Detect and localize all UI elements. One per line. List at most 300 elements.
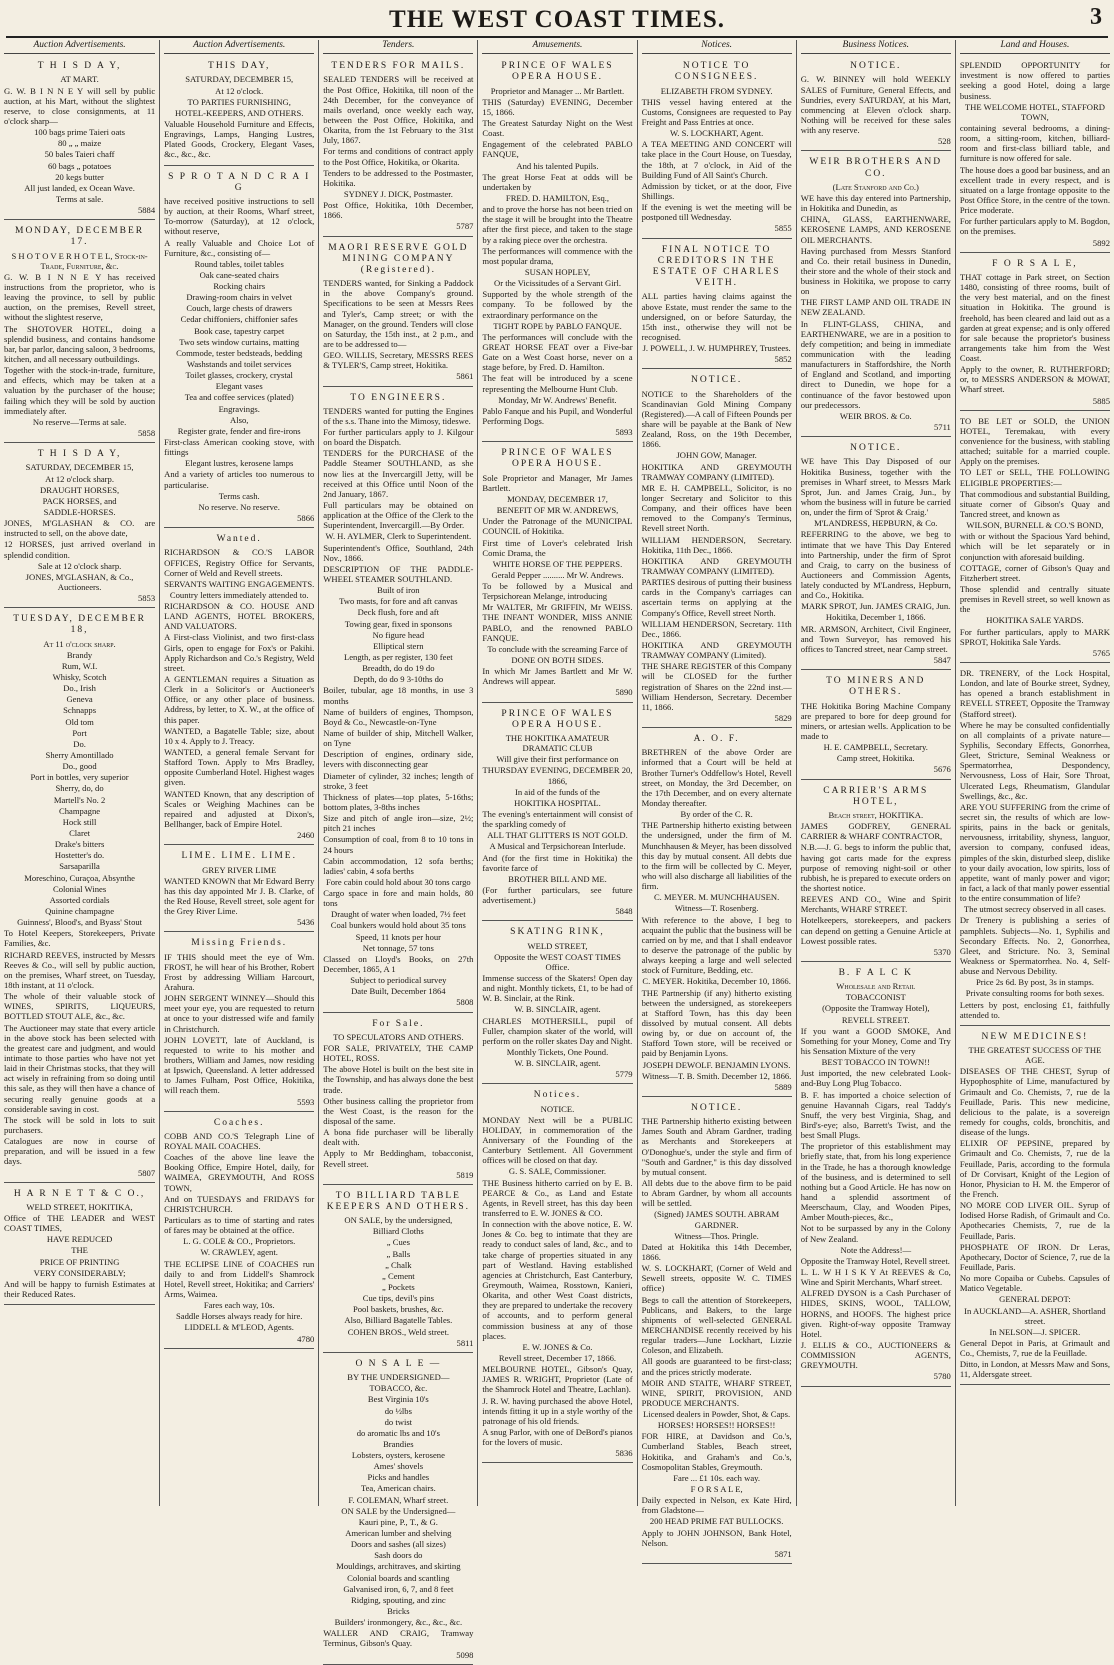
- ad-line: Price 2s 6d. By post, 3s in stamps.: [975, 977, 1094, 988]
- ad-line: Register grate, fender and fire-irons: [177, 425, 301, 436]
- ad-line: Elegant vases: [215, 381, 263, 392]
- ad-line: The above Hotel is built on the best site in the Township, and has always done the best trade.: [323, 1064, 474, 1095]
- ad-line: The whole of their valuable stock of WINES, SPIRITS, LIQUEURS, BOTTLED STOUT ALE, &c., &c.: [4, 991, 156, 1022]
- advertisement: [801, 782, 951, 962]
- ad-line: CHARLES MOTHERSILL, pupil of Fuller, champion skater of the world, will perform on the roller skates Day and Night.: [482, 1015, 633, 1046]
- ad-line: Brandies: [383, 1438, 414, 1449]
- advertisement: [801, 672, 951, 779]
- ad-line: VERY CONSIDERABLY;: [33, 1267, 126, 1278]
- ad-line: Mr WALTER, Mr GRIFFIN, Mr WEISS. THE INFANT WONDER, MISS ANNIE PABLO, and the renowned PABLO FANQUE.: [482, 602, 633, 643]
- ad-line: FRED. D. HAMILTON, Esq.,: [505, 193, 610, 204]
- ad-line: All goods are guaranteed to be first-class; and the prices strictly moderate.: [641, 1356, 792, 1377]
- ad-line: The house does a good bar business, and an excellent trade in every respect, and is situated on a large frontage opposite to the Post Office Store, in the centre of the town. Price moderate.: [959, 164, 1110, 216]
- ad-line: Sarsaparilla: [59, 861, 100, 872]
- ad-line: TO PARTIES FURNISHING,: [187, 96, 291, 107]
- ad-line: MONDAY, DECEMBER 17,: [507, 493, 608, 504]
- ad-line: Just imported, the new celebrated Look-and-Buy Long Plug Tobacco.: [800, 1068, 951, 1089]
- ad-line: MELBOURNE HOTEL, Gibson's Quay, JAMES R. WRIGHT, Proprietor (Late of the Shamrock Hotel and Theatre, Lachlan).: [482, 1364, 633, 1395]
- ad-line: And a variety of articles too numerous to particularise.: [164, 469, 315, 490]
- ad-line: have received positive instructions to sell by auction, at their Rooms, Wharf street, To-morrow (Saturday), at 12 o'clock, without reserve,: [164, 195, 315, 237]
- ad-heading: T H I S D A Y,: [37, 61, 122, 72]
- ad-line: Cedar chiffoniers, chiffonier safes: [180, 314, 298, 325]
- advertisement: [4, 445, 155, 608]
- ad-line: Geneva: [66, 694, 93, 705]
- ad-line: WANTED Known, that any description of Scales or Weighing Machines can be repaired and adjusted at Dixon's, Bellhanger, back of Empire Hotel.: [164, 788, 315, 830]
- ad-line: Proprietor and Manager ... Mr Bartlett.: [490, 85, 625, 96]
- ad-reference-number: 5829: [774, 712, 792, 723]
- column-3: [318, 40, 477, 1660]
- ad-reference-number: 5853: [137, 593, 156, 604]
- ad-heading: TO BILLIARD TABLE KEEPERS AND OTHERS.: [326, 1190, 470, 1212]
- ad-line: A First-class Violinist, and two first-class Girls, open to engage for Fox's or Pakihi. Apply Richardson and Co.'s Registry, Weld street.: [164, 632, 315, 673]
- ad-line: THE SHARE REGISTER of this Company will be CLOSED for the further registration of Shares on the 22nd inst.—William Henderson, Secretary. December 11, 1866.: [641, 661, 792, 712]
- ad-reference-number: 5848: [615, 906, 633, 917]
- ad-line: M'LANDRESS, HEPBURN, & Co.: [814, 518, 938, 529]
- ad-subheading: Beach street, HOKITIKA.: [828, 809, 924, 820]
- ad-line: Washstands and toilet services: [186, 359, 292, 370]
- ad-line: For further particulars, apply to MARK SPROT, Hokitika Sale Yards.: [959, 626, 1110, 647]
- ad-line: Commode, tester bedsteads, bedding: [176, 347, 303, 358]
- ad-reference-number: 5780: [933, 1371, 951, 1382]
- ad-line: A bona fide purchaser will be liberally dealt with.: [323, 1127, 474, 1148]
- ad-line: W. H. AYLMER, Clerk to Superintendent.: [325, 531, 472, 542]
- ad-line: Rum, W.I.: [61, 660, 98, 671]
- ad-line: Toilet glasses, crockery, crystal: [185, 370, 293, 381]
- ad-heading: NOTICE.: [691, 1102, 743, 1113]
- ad-line: HAVE REDUCED: [46, 1234, 113, 1245]
- ad-line: Couch, large chests of drawers: [186, 303, 292, 314]
- ad-line: Name of builder of ship, Mitchell Walker, on Tyne: [323, 727, 474, 749]
- ad-line: Length, as per register, 130 feet: [343, 651, 453, 662]
- ad-line: 20 kegs butter: [55, 171, 104, 182]
- ad-line: THE ECLIPSE LINE of COACHES run daily to and from Liddell's Shamrock Hotel, Revell street, Hokitika; and Carriers' Arms, Waimea.: [164, 1258, 315, 1299]
- column-header: Auction Advertisements.: [4, 40, 155, 54]
- ad-line: And (for the first time in Hokitika) the favorite farce of: [482, 852, 633, 873]
- ad-line: BENEFIT OF MR W. ANDREWS,: [496, 505, 619, 516]
- ad-line: Moreschino, Curaçoa, Absynthe: [24, 872, 135, 883]
- ad-line: Assorted cordials: [49, 894, 110, 905]
- ad-line: SPLENDID OPPORTUNITY for investment is now offered to parties seeking a good Hotel, doing a large business.: [959, 60, 1110, 101]
- ad-line: Schnapps: [63, 705, 97, 716]
- advertisement: [960, 1028, 1110, 1386]
- ad-line: Sale at 12 o'clock sharp.: [37, 560, 122, 571]
- ad-line: do ½lbs: [384, 1405, 412, 1416]
- ad-line: ALFRED DYSON is a Cash Purchaser of HIDES, SKINS, WOOL, TALLOW, HORNS, and HOOFS. The highest price given. Right-of-way opposite Tramway Hotel.: [800, 1288, 951, 1339]
- ad-line: J. ELLIS & CO., AUCTIONEERS & COMMISSION AGENTS, GREYMOUTH.: [800, 1339, 951, 1371]
- ad-line: Oak cane-seated chairs: [199, 269, 279, 280]
- ad-line: FOR HIRE, at Davidson and Co.'s, Cumberland Stables, Beach street, Hokitika, and Graham's and Co.'s, Cosmopolitan Stables, Greymouth.: [641, 1431, 792, 1472]
- ad-line: ALL parties having claims against the above Estate, must render the same to the undersigned, on or before Saturday, the 15th inst., otherwise they will not be recognised.: [641, 291, 792, 342]
- ad-line: THE Hokitika Boring Machine Company are prepared to bore for deep ground for miners, or artesian wells. Application to be made to: [800, 700, 951, 742]
- ad-reference-number: 2460: [297, 830, 315, 841]
- advertisement: [4, 610, 155, 1182]
- ad-line: GEO. WILLIS, Secretary, MESSRS REES & TYLER'S, Camp street, Hokitika.: [323, 350, 474, 371]
- ad-line: Coal bunkers would hold about 35 tons: [330, 920, 466, 931]
- ad-line: And his talented Pupils.: [516, 160, 599, 171]
- ad-line: RICHARDSON & CO.'S LABOR OFFICES, Registry Office for Servants, Corner of Weld and Revell streets.: [164, 547, 315, 578]
- ad-reference-number: 528: [937, 136, 951, 147]
- ad-line: MR. ARMSON, Architect, Civil Engineer, and Town Surveyor, has removed his offices to Tancred street, near Camp street.: [800, 623, 951, 654]
- ad-line: do twist: [384, 1416, 413, 1427]
- ad-line: WANTED KNOWN that Mr Edward Berry has this day appointed Mr J. B. Clarke, of the Red House, Revell street, sole agent for the Grey River Lime.: [164, 875, 315, 917]
- ad-line: JONES, M'GLASHAN, & Co., Auctioneers.: [25, 571, 134, 592]
- ad-heading: F O R S A L E,: [992, 258, 1078, 269]
- ad-line: G. S. SALE, Commissioner.: [508, 1166, 607, 1177]
- ad-line: Full particulars may be obtained on application at the Office of the Clerk to the Superintendent, Invercargill.—By Order.: [323, 500, 474, 531]
- ad-line: Best Virginia 10's: [367, 1394, 429, 1405]
- column-header: Amusements.: [482, 40, 632, 54]
- ad-line: PHOSPHATE OF IRON. Dr Leras, Apothecary, Doctor of Science, 7, rue de la Feuillade, Paris.: [959, 1241, 1110, 1272]
- advertisement: [482, 705, 632, 922]
- advertisement: [642, 371, 792, 728]
- ad-line: RICHARD REEVES, instructed by Messrs Reeves & Co., will sell by public auction, on the premises, Wharf street, on Tuesday, 18th instant, at 11 o'clock.: [4, 949, 156, 990]
- ad-line: A TEA MEETING AND CONCERT will take place in the Court House, on Tuesday, the 18th, at 7 o'clock, in Aid of the Building Fund of All Saint's Church.: [641, 139, 792, 180]
- ad-line: Hotelkeepers, storekeepers, and packers can depend on getting a Genuine Article at Lowest possible rates.: [800, 915, 951, 946]
- ad-reference-number: 5884: [137, 205, 156, 216]
- ad-line: THE Partnership hitherto existing between the undersigned, under the firm of M. Munchhausen & Meyer, has been dissolved this day by mutual consent. All debts due to the firm will be collected by C. Meyer, who will also discharge all liabilities of the firm.: [641, 820, 792, 892]
- ad-line: The performances will conclude with the GREAT HORSE FEAT over a Five-bar Gate on a West Coast horse, never on a stage before, by Fred. D. Hamilton.: [482, 331, 633, 373]
- ad-line: Licensed dealers in Powder, Shot, & Caps.: [643, 1409, 791, 1420]
- ad-line: For further particulars apply to J. Kilgour on board the Dispatch.: [323, 427, 474, 448]
- ad-line: Monthly Tickets, One Pound.: [506, 1047, 609, 1058]
- ad-line: By order of the C. R.: [680, 809, 753, 820]
- ad-line: „ Chalk: [385, 1259, 412, 1270]
- ad-line: Cabin accommodation, 12 sofa berths; ladies' cabin, 4 sofa berths: [323, 855, 474, 876]
- ad-reference-number: 5808: [456, 997, 474, 1008]
- ad-line: No reserve. No reserve.: [198, 501, 280, 512]
- ad-subheading: BY THE UNDERSIGNED—: [347, 1372, 450, 1383]
- ad-heading: B. F A L C K: [838, 967, 913, 978]
- ad-line: Ditto, in London, at Messrs Maw and Sons, 11, Aldersgate street.: [959, 1359, 1110, 1380]
- ad-line: Other business calling the proprietor from the West Coast, is the reason for the disposal of the same.: [323, 1095, 474, 1126]
- ad-line: Pablo Fanque and his Pupil, and Wonderful Performing Dogs.: [482, 405, 633, 426]
- ad-line: L. G. COLE & CO., Proprietors.: [183, 1236, 296, 1247]
- ad-line: Apply to Mr Beddingham, tobacconist, Revell street.: [323, 1148, 474, 1169]
- ad-subheading: (Late Stanford and Co.): [832, 181, 919, 192]
- ad-line: The feat will be introduced by a scene representing the Melbourne Hunt Club.: [482, 373, 633, 394]
- ad-line: WE have this day entered into Partnership, in Hokitika and Dunedin, as: [800, 192, 951, 214]
- ad-line: For terms and conditions of contract apply to the Post Office, Hokitika, or Okarita.: [323, 146, 474, 167]
- ad-line: Kauri pine, P., T., & G.: [358, 1516, 438, 1527]
- ad-line: Terms at sale.: [55, 193, 104, 204]
- advertisement: [164, 168, 314, 529]
- ad-line: Saddle Horses always ready for hire.: [175, 1311, 303, 1322]
- ad-line: The SHOTOVER HOTEL, doing a splendid business, and contains handsome bar, bar parlor, dancing saloon, 3 bedrooms, kitchen, and all necessary outbuildings.: [4, 323, 156, 365]
- ad-line: THE Partnership (if any) hitherto existing between the undersigned, as storekeepers at Stafford Town, has this day been dissolved by mutual consent. All debts owing by, or due on account of, the Stafford Town store, will be received or paid by Benjamin Lyons.: [641, 987, 792, 1059]
- ad-line: WILSON, BURNELL & CO.'S BOND,: [966, 520, 1104, 531]
- ad-line: Engagement of the celebrated PABLO FANQUE,: [482, 139, 633, 160]
- ad-line: WEIR BROS. & Co.: [839, 410, 912, 421]
- ad-heading: PRINCE OF WALES OPERA HOUSE.: [501, 448, 614, 470]
- ad-line: Those splendid and centrally situate premises in Revell street, so well known as the: [959, 584, 1110, 615]
- ad-line: Office of THE LEADER and WEST COAST TIMES,: [4, 1212, 156, 1234]
- ad-line: Hokitika, December 1, 1866.: [825, 612, 926, 623]
- ad-line: Elliptical stern: [373, 640, 424, 651]
- ad-line: Consumption of coal, from 8 to 10 tons in 24 hours: [323, 834, 474, 855]
- ad-line: Galvanised iron, 6, 7, and 8 feet: [343, 1583, 454, 1594]
- ad-line: J. POWELL, J. W. HUMPHREY, Trustees.: [642, 343, 791, 354]
- advertisement: [801, 964, 951, 1387]
- ad-line: SYDNEY J. DICK, Postmaster.: [343, 188, 453, 199]
- ad-reference-number: 5871: [774, 1548, 792, 1559]
- ad-heading: H A R N E T T & C O.,: [13, 1188, 146, 1199]
- ad-line: Port: [72, 727, 87, 738]
- ad-subheading: ELIZABETH FROM SYDNEY.: [660, 85, 773, 96]
- ad-line: Tea, American chairs.: [360, 1483, 436, 1494]
- ad-line: RICHARDSON & CO. HOUSE AND LAND AGENTS, HOTEL BROKERS, AND VALUATORS.: [164, 601, 315, 632]
- ad-line: In which Mr James Bartlett and Mr W. Andrews will appear.: [482, 666, 633, 687]
- ad-line: To conclude with the screaming Farce of: [487, 643, 628, 654]
- ad-line: Or the Vicissitudes of a Servant Girl.: [493, 278, 621, 289]
- ad-line: Tenders to be addressed to the Postmaster, Hokitika.: [323, 167, 474, 188]
- advertisement: [642, 1099, 792, 1564]
- ad-line: In FLINT-GLASS, CHINA, and EARTHENWARE, we are in a position to defy competition; and being in immediate communication with the leading manufacturers in Staffordshire, the North of England and Scotland, and importing direct to Dunedin, we hope for a continuance of the favor bestowed upon our predecessors.: [800, 318, 951, 410]
- ad-reference-number: 5787: [456, 221, 474, 232]
- ad-heading: NOTICE.: [691, 375, 743, 386]
- ad-line: Admission by ticket, or at the door, Five Shillings.: [641, 180, 792, 202]
- ad-line: Also,: [230, 414, 249, 425]
- advertisement: [960, 57, 1110, 253]
- column-header: Auction Advertisements.: [164, 40, 314, 54]
- ad-line: Port in bottles, very superior: [30, 772, 129, 783]
- ad-line: „ Balls: [386, 1248, 411, 1259]
- ad-line: ALL THAT GLITTERS IS NOT GOLD.: [487, 830, 628, 841]
- ad-line: Not to be surpassed by any in the Colony of New Zealand.: [800, 1223, 951, 1244]
- ad-line: SUSAN HOPLEY,: [524, 267, 591, 277]
- ad-line: If the evening is wet the meeting will be postponed till Wednesday.: [641, 202, 792, 223]
- ad-heading: S P R O T A N D C R A I G: [168, 171, 311, 193]
- ad-line: SERVANTS WAITING ENGAGEMENTS.: [164, 578, 315, 589]
- ad-line: SADDLE-HORSES.: [43, 506, 116, 517]
- ad-line: Colonial Wines: [52, 883, 107, 894]
- column-5: [637, 40, 796, 1559]
- ad-reference-number: 5893: [615, 427, 633, 438]
- ad-line: SEALED TENDERS will be received at the Post Office, Hokitika, till noon of the 24th December, for the conveyance of mails overland, once weekly each way, between the Post Office, Hokitika, and Okarita, from the 1st February to the 31st July, 1867.: [323, 74, 474, 146]
- advertisement: [642, 57, 792, 238]
- ad-line: TENDERS wanted, for Sinking a Paddock in the above Company's ground. Specifications to be seen at Messrs Rees and Tyler's, Camp street; or with the Manager, on the ground. Tenders will close on Saturday, the 15th inst., at 2 p.m., and are to be addressed to—: [323, 278, 474, 349]
- column-header: Tenders.: [323, 40, 473, 54]
- ad-line: To be followed by a Musical and Terpsichorean Melange, introducing: [482, 581, 633, 602]
- ad-line: Ames' shovels: [373, 1461, 424, 1472]
- ad-line: BEST TOBACCO IN TOWN!!: [821, 1057, 930, 1068]
- ad-line: Valuable Household Furniture and Effects, Engravings, Lamps, Hanging Lustres, Plated Goods, Crockery, Elegant Vases, &c., &c., &c.: [164, 118, 315, 160]
- advertisement: [4, 57, 155, 220]
- ad-line: JOHN SERGENT WINNEY—Should this meet your eye, you are requested to return at once to your distressed wife and family in Christchurch.: [164, 993, 315, 1034]
- ad-line: W. B. SINCLAIR, agent.: [514, 1004, 601, 1015]
- ad-line: Apply to JOHN JOHNSON, Bank Hotel, Nelson.: [641, 1527, 792, 1548]
- ad-line: In aid of the funds of the: [515, 786, 600, 797]
- ad-line: If you want a GOOD SMOKE, And Something for your Money, Come and Try his Sensation Mixture of the very: [800, 1025, 951, 1056]
- ad-line: THE: [71, 1245, 88, 1256]
- ad-line: The proprietor of this establishment may briefly state, that, from his long experience in the Trade, he has a thorough knowledge of the business, and is determined to sell nothing but a Good Article. He has now on hand a splendid assortment of Meerschaum, Clay, and Wooden Pipes, Amber Mouth-pieces, &c.,: [800, 1141, 951, 1223]
- ad-line: Built of iron: [377, 585, 420, 596]
- ad-line: The Auctioneer may state that every article in the above stock has been selected with the greatest care and judgment, and would intimate to those parties who have not yet laid in their Christmas stocks, that they will act wisely in refraining from so doing until this sale, as they will then have a chance of securing really genuine goods at a considerable saving in cost.: [4, 1022, 156, 1114]
- ad-line: Witness—T. Rosenberg.: [674, 903, 759, 914]
- ad-line: WILLIAM HENDERSON, Secretary. 11th Dec., 1866.: [641, 618, 792, 639]
- ad-line: The great Horse Feat at odds will be undertaken by: [482, 171, 633, 192]
- ad-line: Drawing-room chairs in velvet: [186, 292, 293, 303]
- ad-line: Hock still: [62, 816, 97, 827]
- ad-reference-number: 5779: [615, 1069, 633, 1080]
- ad-line: TOBACCONIST: [845, 992, 906, 1003]
- advertisement: [4, 222, 155, 443]
- advertisement: [323, 239, 473, 387]
- ad-line: Superintendent's Office, Southland, 24th Nov., 1866.: [323, 542, 474, 563]
- advertisement: [482, 923, 632, 1084]
- ad-line: DESCRIPTION OF THE PADDLE-WHEEL STEAMER SOUTHLAND.: [323, 563, 474, 584]
- ad-line: Net tonnage, 57 tons: [362, 942, 434, 953]
- ad-heading: Wanted.: [216, 534, 262, 545]
- ad-line: WANTED, a Bagatelle Table; size, about 10 x 4. Apply to J. Treacy.: [164, 725, 315, 746]
- ad-line: Do., Irish: [63, 683, 96, 694]
- ad-line: NO MORE COD LIVER OIL. Syrup of Iodised Horse Radish, of Grimault and Co. Apothecaries Chemists, 7, rue de la Feuillade, Paris.: [959, 1200, 1110, 1241]
- ad-heading: A. O. F.: [693, 734, 740, 745]
- ad-heading: THIS DAY,: [208, 61, 271, 72]
- ad-line: THIS (Saturday) EVENING, December 15, 1866.: [482, 96, 633, 117]
- ad-line: C. MEYER. M. MUNCHHAUSEN.: [653, 892, 780, 903]
- ad-line: JOHN LOVETT, late of Auckland, is requested to write to his mother and brothers, William and James, now residing at Ipswich, Queensland. A letter addressed to James Fulham, Post Office, Hokitika, will reach them.: [164, 1034, 315, 1096]
- ad-line: Picks and handles: [367, 1472, 430, 1483]
- ad-line: No more Copaiba or Cubebs. Capsules of Matico Vegetable.: [959, 1273, 1110, 1294]
- ad-line: THIS vessel having entered at the Customs, Consignees are requested to Pay Freight and Pass Entries at once.: [641, 96, 792, 128]
- ad-heading: NOTICE.: [850, 61, 902, 72]
- ad-line: containing several bedrooms, a dining-room, a sitting-room, kitchen, billiard-room and first-class billiard table, and furniture is now offered for sale.: [959, 123, 1110, 164]
- ad-reference-number: 5370: [933, 946, 951, 957]
- ad-line: FOR SALE, PRIVATELY, THE CAMP HOTEL, ROSS.: [323, 1042, 474, 1064]
- ad-line: A Musical and Terpsichorean Interlude.: [489, 841, 626, 852]
- ad-subheading: WELD STREET,: [527, 940, 588, 951]
- ad-line: Hostetter's do.: [54, 850, 105, 861]
- ad-line: Two masts, for fore and aft canvas: [339, 596, 458, 607]
- ad-line: Speed, 11 knots per hour: [355, 931, 442, 942]
- advertisement: [960, 665, 1110, 1026]
- ad-line: N.B.—J. G. begs to inform the public that, having got carts made for the express purpose of removing night-soil or other rubbish, he is prepared to execute orders on the shortest notice.: [800, 842, 951, 893]
- ad-line: No reserve—Terms at sale.: [32, 416, 127, 427]
- ad-line: ON SALE, by the undersigned,: [344, 1215, 453, 1226]
- ad-subheading: WELD STREET, HOKITIKA,: [26, 1201, 133, 1212]
- ad-line: HOTEL-KEEPERS, AND OTHERS.: [174, 107, 304, 118]
- ad-line: Description of engines, ordinary side, levers with disconnecting gear: [323, 749, 474, 770]
- ad-line: Book case, tapestry carpet: [194, 325, 285, 336]
- advertisement: [323, 389, 473, 1013]
- ad-line: H. E. CAMPBELL, Secretary.: [823, 742, 928, 753]
- ad-subheading: NOTICE.: [540, 1103, 575, 1114]
- ad-line: Deck flush, fore and aft: [357, 607, 440, 618]
- ad-heading: Coaches.: [213, 1117, 265, 1128]
- advertisement: [323, 1355, 473, 1665]
- ad-line: In AUCKLAND—A. ASHER, Shortland street.: [964, 1305, 1106, 1326]
- ad-line: GENERAL DEPOT:: [999, 1294, 1071, 1305]
- ad-reference-number: 5819: [456, 1169, 474, 1180]
- advertisement: [164, 847, 314, 932]
- ad-line: To Hotel Keepers, Storekeepers, Private Families, &c.: [4, 928, 156, 949]
- ad-reference-number: 5861: [456, 371, 474, 382]
- ad-line: WILLIAM HENDERSON, Secretary. Hokitika, 11th Dec., 1866.: [641, 534, 792, 555]
- ad-line: Rocking chairs: [213, 281, 266, 292]
- advertisement: [801, 57, 951, 151]
- column-6: [796, 40, 955, 1506]
- ad-reference-number: 5889: [774, 1081, 792, 1092]
- ad-line: W. S. LOCKHART, (Corner of Weld and Sewell streets, opposite W. C. TIMES office): [641, 1263, 792, 1294]
- ad-line: W. S. LOCKHART, Agent.: [669, 128, 764, 139]
- ad-heading: MONDAY, DECEMBER 17.: [15, 226, 145, 248]
- ad-heading: NOTICE TO CONSIGNEES.: [674, 61, 759, 83]
- ad-line: A really Valuable and Choice Lot of Furniture, &c., consisting of—: [164, 237, 315, 258]
- ad-line: COTTAGE, corner of Gibson's Quay and Fitzherbert street.: [959, 562, 1110, 583]
- column-7: [955, 40, 1114, 1506]
- ad-line: Doors and sashes (all sizes): [350, 1539, 446, 1550]
- ad-line: HOKITIKA AND GREYMOUTH TRAMWAY COMPANY (LIMITED).: [641, 461, 792, 482]
- ad-line: Diameter of cylinder, 32 inches; length of stroke, 3 feet: [323, 770, 474, 791]
- ad-subheading: TO SPECULATORS AND OTHERS.: [333, 1031, 464, 1042]
- ad-line: THE Business hitherto carried on by E. B. PEARCE & Co., as Land and Estate Agents, in Revell street, has this day been transferred to E. W. JONES & CO.: [482, 1177, 633, 1219]
- ad-line: Boiler, tubular, age 18 months, in use 3 months: [323, 685, 474, 706]
- ad-line: A snug Parlor, with one of DeBord's pianos for the lovers of music.: [482, 1427, 633, 1448]
- ad-heading: Notices.: [533, 1090, 582, 1101]
- ad-line: Classed on Lloyd's Books, on 27th December, 1865, A 1: [323, 953, 474, 975]
- ad-reference-number: 5855: [774, 223, 792, 234]
- advertisement: [801, 153, 951, 437]
- ad-line: Dr Trenery is publishing a series of pamphlets. Subjects—No. 1, Syphilis and Secondary Effects. No. 2, Gonorrhea, Gleet, and Stricture. No. 3, Seminal Weakness or Spermatorrhea. No. 4, Self-abuse and Nervous Debility.: [959, 915, 1110, 977]
- column-4: [477, 40, 636, 1506]
- ad-line: F O R S A L E,: [690, 1484, 743, 1495]
- ad-line: Towing gear, fixed in sponsons: [344, 618, 452, 629]
- ad-heading: NOTICE.: [850, 443, 902, 454]
- advertisement: [482, 57, 632, 442]
- ad-line: Depth, do do 9 3-10ths do: [353, 674, 444, 685]
- ad-line: CHINA, GLASS, EARTHENWARE, KEROSENE LAMPS, AND KEROSENE OIL MERCHANTS.: [800, 214, 951, 245]
- ad-line: Name of builders of engines, Thompson, Boyd & Co., Newcastle-on-Tyne: [323, 706, 474, 727]
- ad-heading: TENDERS FOR MAILS.: [331, 61, 466, 72]
- ad-line: No figure head: [372, 629, 425, 640]
- ad-line: MONDAY Next will be a PUBLIC HOLIDAY, in commemoration of the Anniversary of the Founding of the Canterbury Settlement. All Government offices will be closed on that day.: [482, 1114, 633, 1166]
- ad-line: do aromatic lbs and 10's: [356, 1427, 440, 1438]
- ad-line: NOTICE to the Shareholders of the Scandinavian Gold Mining Company (Registered).—A call of Fifteen Pounds per share will be payable at the Bank of New Zealand, Ross, on the 19th December, 1866.: [641, 388, 792, 450]
- ad-line: TOBACCO, &c.: [369, 1383, 428, 1394]
- ad-line: Do.: [73, 738, 86, 749]
- ad-heading: FINAL NOTICE TO CREDITORS IN THE ESTATE OF CHARLES VEITH.: [652, 244, 781, 289]
- ad-line: G. W. BINNEY will hold WEEKLY SALES of Furniture, General Effects, and Sundries, every SATURDAY, at his Mart, commencing at Eleven o'clock sharp. Nothing will be received for these sales with any reserve.: [800, 74, 951, 136]
- ad-line: Size and pitch of angle iron—size, 2½; pitch 21 inches: [323, 813, 474, 834]
- ad-line: Begs to call the attention of Storekeepers, Publicans, and Bakers, to the large shipments of well-selected GENERAL MERCHANDISE recently received by his regular traders—June Lockhart, Lizzie Coleson, and Elizabeth.: [641, 1294, 792, 1356]
- ad-line: DONE ON BOTH SIDES.: [511, 655, 604, 666]
- ad-line: HOKITIKA AND GREYMOUTH TRAMWAY COMPANY (Limited).: [641, 639, 792, 661]
- ad-line: REFERRING to the above, we beg to intimate that we have This Day Entered into Partnership, under the firm of Sprot and Craig, to carry on the business of Auctioneers and Commission Agents, lately conducted by M'Landress, Hepburn, and Co., Hokitika.: [800, 529, 951, 601]
- ad-subheading: THE HOKITIKA AMATEUR DRAMATIC CLUB: [505, 733, 610, 754]
- ad-heading: PRINCE OF WALES OPERA HOUSE.: [501, 61, 614, 83]
- ad-line: JOHN GOW, Manager.: [676, 450, 757, 461]
- ad-reference-number: 5436: [297, 917, 315, 928]
- ad-line: Claret: [69, 828, 91, 838]
- ad-line: „ Cement: [382, 1270, 415, 1281]
- ad-line: Country letters immediately attended to.: [169, 589, 309, 600]
- ad-line: IF THIS should meet the eye of Wm. FROST, he will hear of his Brother, Robert Frost by addressing William Harcourt, Arahura.: [164, 951, 315, 992]
- ad-line: Sherry, do, do: [55, 783, 104, 794]
- ad-line: Witness—Thos. Pringle.: [674, 1230, 759, 1241]
- ad-line: Having purchased from Messrs Stanford and Co. their retail business in Dunedin, their store and the whole of their stock and business in Hokitika, we propose to carry on: [800, 245, 951, 297]
- ad-line: 60 bags „ potatoes: [47, 160, 112, 171]
- ad-heading: T H I S D A Y,: [37, 449, 122, 460]
- ad-line: Private consulting rooms for both sexes.: [965, 988, 1105, 999]
- ad-subheading: AT MART.: [60, 74, 99, 85]
- ad-line: Gerald Pepper .......... Mr W. Andrews.: [491, 569, 624, 580]
- ad-line: Fares each way, 10s.: [203, 1300, 275, 1311]
- ad-subheading: SATURDAY, DECEMBER 15,: [25, 462, 134, 473]
- masthead-rule: [6, 36, 1108, 38]
- advertisement: [4, 1185, 155, 1305]
- ad-line: W. B. SINCLAIR, agent.: [514, 1058, 601, 1069]
- ad-line: Where he may be consulted confidentially on all complaints of a private nature—Syphilis, Secondary Effects, Gonorrhea, Gleet, Stricture, Seminal Weakness or Spermatorrhea, Despondency, Nervousness, Loss of Hair, Sore Throat, Ulcerated Legs, Rheumatism, Glandular Swellings, &c., &c.: [959, 719, 1110, 801]
